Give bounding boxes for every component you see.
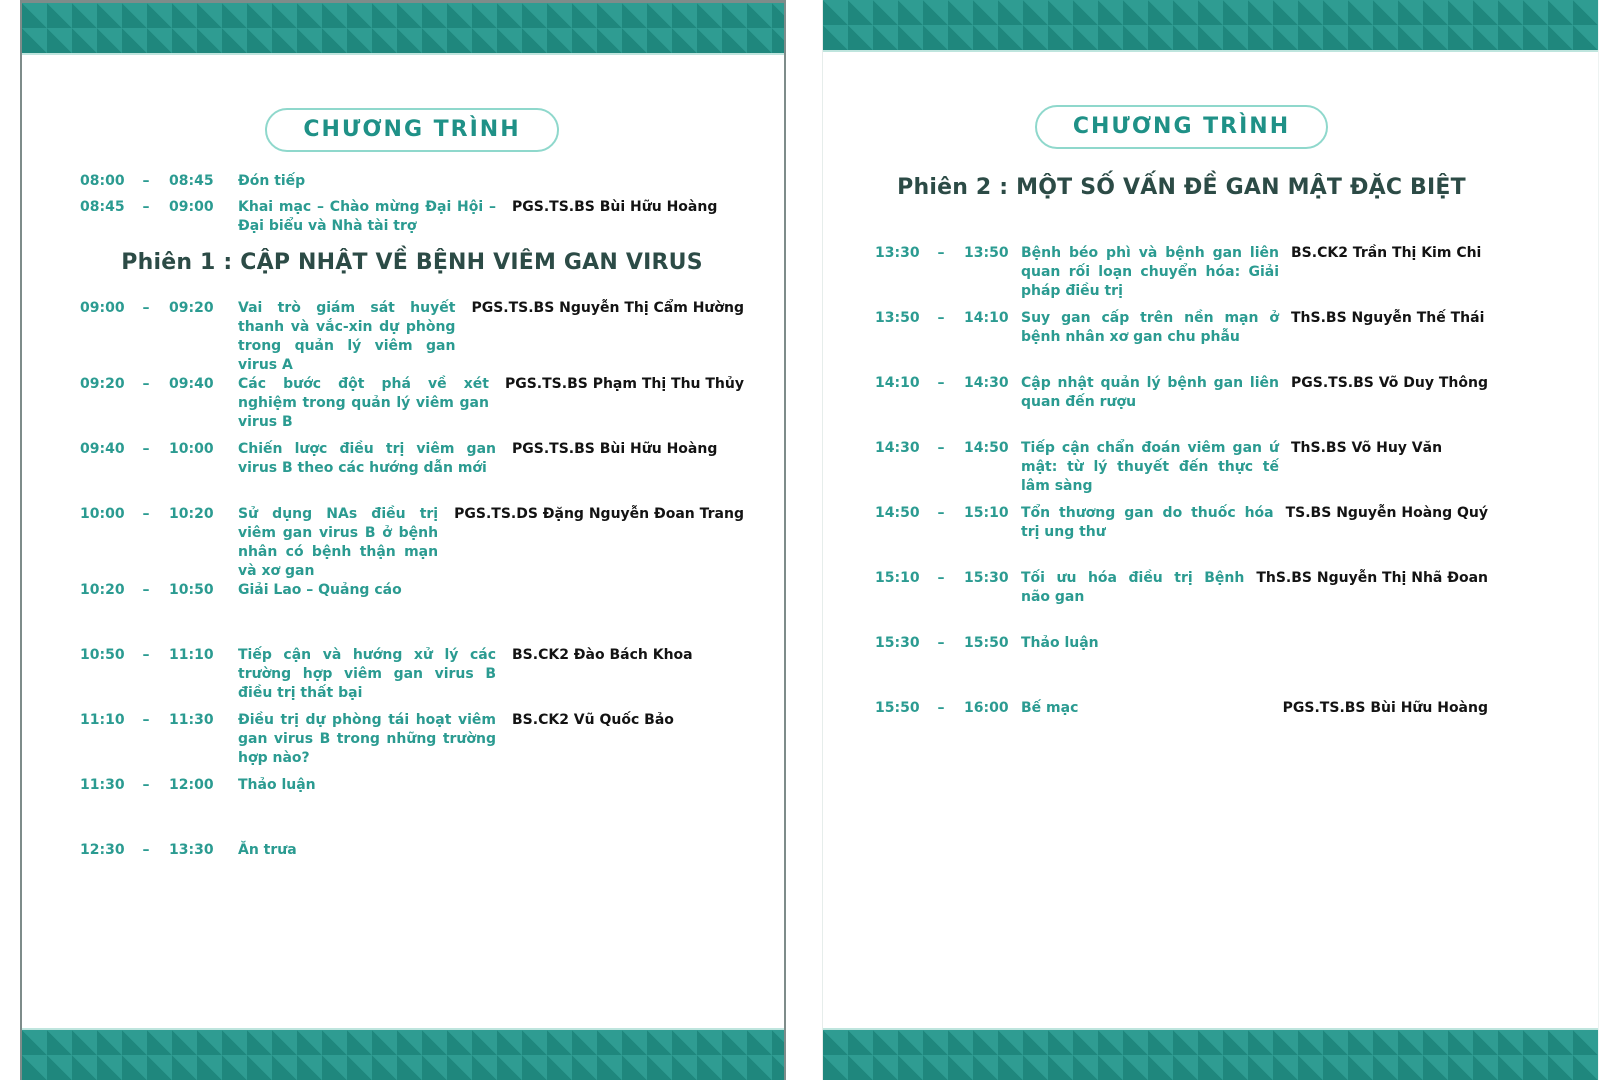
time-dash: –	[142, 777, 150, 793]
speaker-name: ThS.BS Nguyễn Thế Thái	[1291, 310, 1485, 326]
time-dash: –	[937, 635, 945, 651]
topic-text: Các bước đột phá về xét nghiệm trong quản lý viêm gan virus B	[238, 376, 489, 430]
schedule-row	[80, 581, 744, 646]
speaker-name: BS.CK2 Vũ Quốc Bảo	[512, 712, 674, 728]
speaker-name: PGS.TS.BS Bùi Hữu Hoàng	[1282, 700, 1488, 716]
topic-text: Tiếp cận và hướng xử lý các trường hợp viêm gan virus B điều trị thất bại	[238, 647, 496, 701]
time-dash: –	[142, 376, 150, 392]
opening-schedule-rows	[80, 172, 744, 236]
time-range	[80, 299, 212, 318]
start-time: 14:30	[875, 440, 920, 456]
time-dash: –	[142, 300, 150, 316]
time-dash: –	[142, 842, 150, 858]
end-time: 11:30	[169, 712, 214, 728]
end-time: 15:10	[964, 505, 1009, 521]
end-time: 10:00	[169, 441, 214, 457]
topic-text: Khai mạc – Chào mừng Đại Hội – Đại biểu và Nhà tài trợ	[238, 199, 496, 234]
page-1-content	[22, 55, 784, 1028]
start-time: 15:30	[875, 635, 920, 651]
topic-text: Suy gan cấp trên nền mạn ở bệnh nhân xơ gan chu phẫu	[1021, 310, 1279, 345]
schedule-row	[875, 634, 1488, 699]
topic-text: Ăn trưa	[238, 842, 297, 858]
speaker-name: PGS.TS.BS Võ Duy Thông	[1290, 375, 1488, 391]
time-range	[80, 375, 212, 394]
end-time: 15:50	[964, 635, 1009, 651]
time-dash: –	[142, 647, 150, 663]
start-time: 13:30	[875, 245, 920, 261]
end-time: 14:50	[964, 440, 1009, 456]
start-time: 10:00	[80, 506, 125, 522]
schedule-row	[80, 776, 744, 841]
schedule-row	[80, 711, 744, 776]
time-range	[875, 569, 1007, 588]
end-time: 13:30	[169, 842, 214, 858]
time-range	[80, 505, 212, 524]
end-time: 09:40	[169, 376, 214, 392]
end-time: 10:50	[169, 582, 214, 598]
schedule-row	[80, 299, 744, 375]
time-dash: –	[937, 505, 945, 521]
speaker-name: ThS.BS Nguyễn Thị Nhã Đoan	[1256, 570, 1488, 586]
schedule-row	[80, 172, 744, 198]
topic-text: Bế mạc	[1021, 700, 1079, 716]
end-time: 12:00	[169, 777, 214, 793]
decorative-triangle-pattern-bottom	[823, 1028, 1598, 1080]
topic-text: Thảo luận	[238, 777, 316, 793]
end-time: 14:30	[964, 375, 1009, 391]
time-range	[875, 439, 1007, 458]
speaker-name: BS.CK2 Trần Thị Kim Chi	[1291, 245, 1482, 261]
topic-text: Sử dụng NAs điều trị viêm gan virus B ở bệnh nhân có bệnh thận mạn và xơ gan	[238, 506, 439, 579]
session-2-schedule-rows	[875, 244, 1488, 764]
start-time: 12:30	[80, 842, 125, 858]
start-time: 10:20	[80, 582, 125, 598]
session-1-title: Phiên 1 : CẬP NHẬT VỀ BỆNH VIÊM GAN VIRUS	[121, 250, 703, 275]
time-dash: –	[142, 506, 150, 522]
start-time: 09:40	[80, 441, 125, 457]
topic-text: Tiếp cận chẩn đoán viêm gan ứ mật: từ lý thuyết đến thực tế lâm sàng	[1021, 440, 1279, 494]
session-1-schedule-rows	[80, 299, 744, 906]
program-title-label: CHƯƠNG TRÌNH	[1072, 114, 1291, 139]
speaker-name: PGS.TS.BS Bùi Hữu Hoàng	[512, 199, 718, 215]
schedule-row	[80, 198, 744, 236]
schedule-row	[875, 699, 1488, 764]
program-page-1	[20, 0, 786, 1080]
end-time: 15:30	[964, 570, 1009, 586]
time-range	[875, 309, 1007, 328]
time-dash: –	[937, 310, 945, 326]
start-time: 11:10	[80, 712, 125, 728]
schedule-row	[875, 439, 1488, 504]
start-time: 10:50	[80, 647, 125, 663]
end-time: 09:00	[169, 199, 214, 215]
time-dash: –	[142, 441, 150, 457]
time-range	[80, 711, 212, 730]
schedule-row	[80, 646, 744, 711]
decorative-triangle-pattern-top	[22, 3, 784, 55]
start-time: 14:10	[875, 375, 920, 391]
decorative-triangle-pattern-top	[823, 0, 1598, 52]
end-time: 10:20	[169, 506, 214, 522]
program-title-label: CHƯƠNG TRÌNH	[303, 117, 521, 142]
time-range	[80, 646, 212, 665]
start-time: 15:50	[875, 700, 920, 716]
end-time: 09:20	[169, 300, 214, 316]
topic-text: Cập nhật quản lý bệnh gan liên quan đến rượu	[1021, 375, 1279, 410]
schedule-row	[80, 505, 744, 581]
speaker-name: PGS.TS.BS Phạm Thị Thu Thủy	[504, 376, 744, 392]
speaker-name: PGS.TS.DS Đặng Nguyễn Đoan Trang	[454, 506, 744, 522]
end-time: 13:50	[964, 245, 1009, 261]
topic-text: Đón tiếp	[238, 173, 306, 189]
speaker-name: PGS.TS.BS Bùi Hữu Hoàng	[512, 441, 718, 457]
topic-text: Vai trò giám sát huyết thanh và vắc-xin dự phòng trong quản lý viêm gan virus A	[238, 300, 456, 373]
end-time: 14:10	[964, 310, 1009, 326]
time-dash: –	[937, 375, 945, 391]
topic-text: Chiến lược điều trị viêm gan virus B theo các hướng dẫn mới	[238, 441, 496, 476]
time-dash: –	[142, 199, 150, 215]
time-dash: –	[937, 570, 945, 586]
time-dash: –	[142, 173, 150, 189]
topic-text: Điều trị dự phòng tái hoạt viêm gan virus B trong những trường hợp nào?	[238, 712, 496, 766]
time-range	[875, 699, 1007, 718]
decorative-triangle-pattern-bottom	[22, 1028, 784, 1080]
speaker-name: TS.BS Nguyễn Hoàng Quý	[1285, 505, 1488, 521]
topic-text: Giải Lao – Quảng cáo	[238, 582, 402, 598]
speaker-name: ThS.BS Võ Huy Văn	[1291, 440, 1443, 456]
schedule-row	[875, 244, 1488, 309]
start-time: 13:50	[875, 310, 920, 326]
speaker-name: PGS.TS.BS Nguyễn Thị Cẩm Hường	[471, 300, 744, 316]
time-dash: –	[142, 712, 150, 728]
time-range	[80, 198, 212, 217]
start-time: 11:30	[80, 777, 125, 793]
start-time: 15:10	[875, 570, 920, 586]
start-time: 08:45	[80, 199, 125, 215]
end-time: 16:00	[964, 700, 1009, 716]
schedule-row	[875, 374, 1488, 439]
start-time: 08:00	[80, 173, 125, 189]
session-2-title: Phiên 2 : MỘT SỐ VẤN ĐỀ GAN MẬT ĐẶC BIỆT	[897, 175, 1466, 200]
time-dash: –	[937, 440, 945, 456]
schedule-row	[875, 504, 1488, 569]
time-dash: –	[937, 245, 945, 261]
start-time: 09:00	[80, 300, 125, 316]
time-range	[875, 244, 1007, 263]
schedule-row	[875, 569, 1488, 634]
schedule-row	[80, 375, 744, 440]
time-range	[875, 374, 1007, 393]
topic-text: Bệnh béo phì và bệnh gan liên quan rối loạn chuyển hóa: Giải pháp điều trị	[1021, 245, 1279, 299]
time-range	[875, 634, 1007, 653]
schedule-row	[80, 440, 744, 505]
topic-text: Thảo luận	[1021, 635, 1099, 651]
schedule-row	[875, 309, 1488, 374]
speaker-name: BS.CK2 Đào Bách Khoa	[512, 647, 693, 663]
topic-text: Tối ưu hóa điều trị Bệnh não gan	[1021, 570, 1245, 605]
start-time: 09:20	[80, 376, 125, 392]
start-time: 14:50	[875, 505, 920, 521]
end-time: 08:45	[169, 173, 214, 189]
end-time: 11:10	[169, 647, 214, 663]
time-range	[80, 841, 212, 860]
time-dash: –	[937, 700, 945, 716]
time-range	[80, 440, 212, 459]
topic-text: Tổn thương gan do thuốc hóa trị ung thư	[1021, 505, 1274, 540]
page-2-content	[823, 52, 1598, 1028]
program-title-pill	[1035, 105, 1328, 149]
program-title-pill	[265, 108, 558, 152]
time-dash: –	[142, 582, 150, 598]
program-page-2	[822, 0, 1599, 1080]
time-range	[875, 504, 1007, 523]
schedule-row	[80, 841, 744, 906]
time-range	[80, 581, 212, 600]
time-range	[80, 172, 212, 191]
time-range	[80, 776, 212, 795]
